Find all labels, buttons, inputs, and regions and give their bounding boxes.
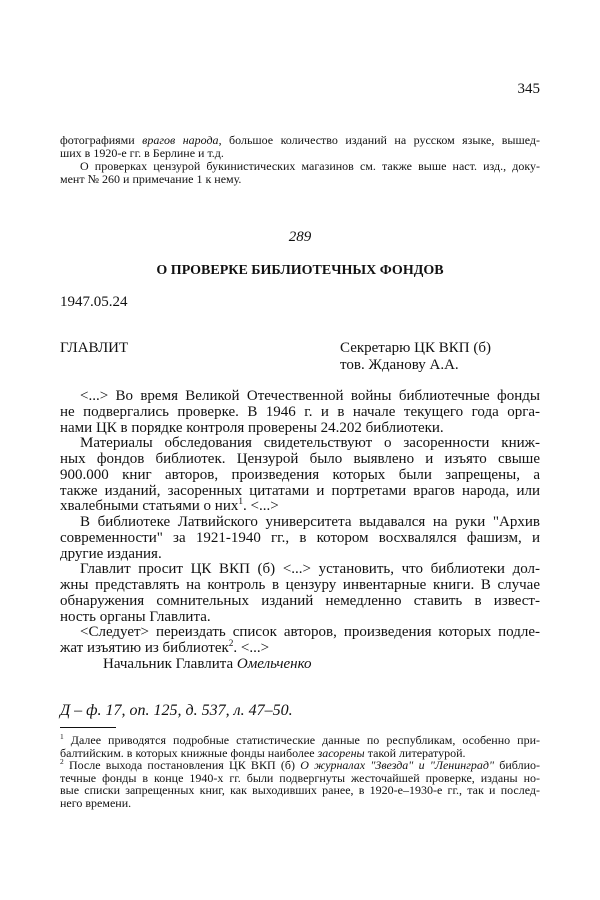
signature: [103, 656, 312, 672]
document-number: 289: [288, 229, 312, 245]
note-line: О проверках цензурой букинистических магазинов см. также выше наст. изд., доку-: [80, 159, 540, 173]
addressee-line: тов. Жданову А.А.: [340, 357, 459, 373]
body-line: обнаружения сомнительных изданий немедленно ставить в извест-: [60, 592, 540, 609]
footnote-line: $^2$ После выхода постановления ЦК ВКП (б) О журналах "Звезда" и "Ленинград" библио-: [60, 757, 540, 773]
body-line: жны представлять на контроль в цензуру инвентарные книги. В случае: [60, 577, 540, 593]
body-line: ных фондов библиотек. Цензурой было выявлено и изъято свыше: [60, 451, 540, 467]
body-line: Главлит просит ЦК ВКП (б) <...> установить, что библиотеки дол-: [80, 561, 540, 578]
body-line: <Следует> переиздать список авторов, произведения которых подле-: [80, 624, 540, 641]
body-line: Материалы обследования свидетельствуют о засоренности книж-: [80, 435, 540, 452]
footnote-line: $^1$ Далее приводятся подробные статистические данные по республикам, особенно при-: [60, 732, 540, 747]
note-line: фотографиями врагов народа, большое количество изданий на русском языке, вышед-: [60, 133, 541, 147]
body-line: также изданий, засоренных цитатами и портретами врагов народа, или: [60, 482, 540, 499]
body-line: жат изъятию из библиотек$^2$. <...>: [60, 639, 270, 656]
body-line: хвалебными статьями о них$^1$. <...>: [60, 497, 279, 515]
body-line: не подвергались проверке. В 1946 г. и в начале текущего года орга-: [60, 403, 540, 420]
footnote-line: вые списки запрещенных книг, как выходивших ранее, в 1920-е–1930-е гг., так и послед-: [60, 783, 540, 798]
footnote-line: него времени.: [60, 796, 132, 810]
footnote-line: течные фонды в конце 1940-х гг. были подвергнуты жесточайшей проверке, изданы но-: [60, 770, 540, 785]
body-line: 900.000 книг авторов, произведения которых были запрещены, а: [60, 466, 540, 483]
addressee-line: Секретарю ЦК ВКП (б): [340, 340, 491, 356]
note-line: мент № 260 и примечание 1 к нему.: [60, 172, 242, 186]
body-line: другие издания.: [60, 545, 162, 562]
document-title: О ПРОВЕРКЕ БИБЛИОТЕЧНЫХ ФОНДОВ: [156, 263, 444, 278]
body-line: нами ЦК в порядке контроля проверены 24.202 библиотеки.: [60, 419, 444, 436]
page-number: 345: [517, 81, 540, 97]
body-line: современности" за 1921-1940 гг., в котором восхвалялся фашизм, и: [60, 529, 540, 546]
body-line: В библиотеке Латвийского университета выдавался на руки "Архив: [80, 514, 540, 530]
sender: ГЛАВЛИТ: [60, 340, 129, 356]
document-date: 1947.05.24: [60, 294, 128, 310]
footnote-line: балтийским. в которых книжные фонды наиболее засорены такой литературой.: [60, 745, 466, 760]
note-line: ших в 1920-е гг. в Берлине и т.д.: [60, 146, 224, 160]
archive-reference: Д – ф. 17, оп. 125, д. 537, л. 47–50.: [60, 702, 293, 719]
footnote-divider: [60, 727, 116, 728]
body-line: <...> Во время Великой Отечественной войны библиотечные фонды: [80, 388, 540, 404]
signature-name: Омельченко: [236, 656, 312, 672]
signature-position: Начальник Главлита: [103, 656, 234, 672]
body-line: ность органы Главлита.: [60, 608, 211, 625]
